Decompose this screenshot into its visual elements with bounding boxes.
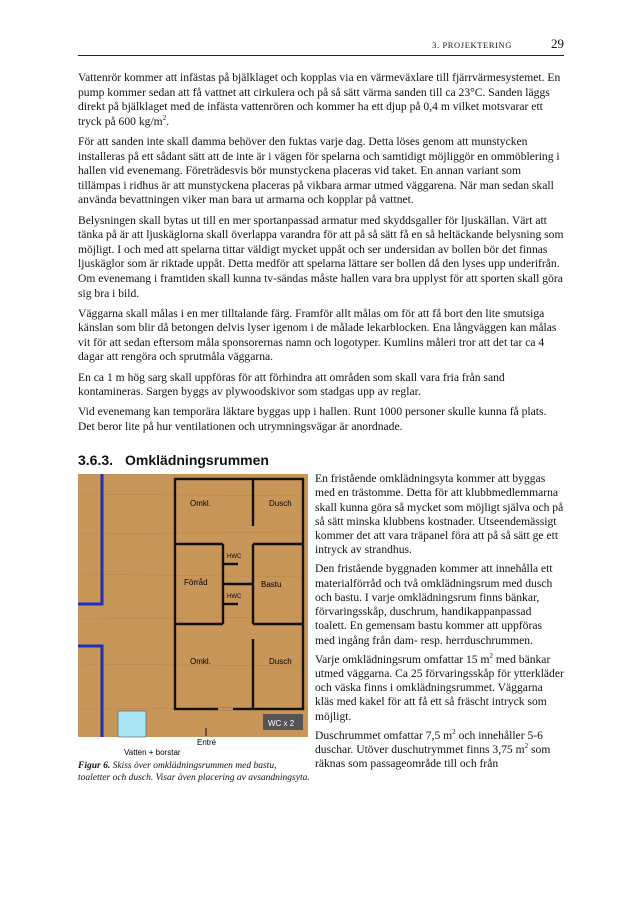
floor-plan-figure <box>78 474 310 792</box>
figure-caption: Figur 6. Skiss över omklädningsrummen med bastu, toaletter och dusch. Visar även placering av avsandningsyta. <box>78 761 310 783</box>
floor-plan-sketch <box>78 474 310 759</box>
room-label: Omkl. <box>190 657 211 666</box>
room-label: Omkl. <box>190 499 211 508</box>
paragraph: En ca 1 m hög sarg skall uppföras för att förhindra att områden som skall vara fria från sand kontamineras. Sargen byggs av plywoodskivor som stadgas upp av reglar. <box>78 370 505 399</box>
paragraph: En fristående omklädningsyta kommer att byggas med en trästomme. Detta för att klubbmedlemmarna skall kunna göra så mycket som möjligt själva och på så sätt minska klubbens kostnader. Utseendemässigt kommer det att vara träpanel föra att på så sätt ge ett intryck av strandhus. <box>315 472 564 557</box>
page-number: 29 <box>551 36 564 51</box>
paragraph: Vattenrör kommer att infästas på bjälklaget och kopplas via en värmeväxlare till fjärrvärmesystemet. En pump kommer sedan att få vattnet att cirkulera och på så sätt värma sanden till ca 23°C. Sanden läggs direkt på bjälklaget med de infästa vattenrören och kommer ha ett djup på 0,4 m vilket motsvarar ett tryck på 600 $kg/m^2$. <box>78 71 561 128</box>
chapter-title: 3. PROJEKTERING <box>432 40 512 50</box>
room-label: Förråd <box>184 578 208 587</box>
paragraph: Duschrummet omfattar 7,5 $m^2$ och innehåller 5-6 duschar. Utöver duschutrymmet finns 3,75 $m^2$ som räknas som passageområde till och från <box>315 727 551 771</box>
page-header <box>78 38 564 54</box>
header-rule <box>78 55 564 56</box>
paragraph: Vid evenemang kan temporära läktare byggas upp i hallen. Runt 1000 personer skulle kunna få plats. Det beror lite på hur ventilationen och utrymningsvägar är anordnade. <box>78 405 547 434</box>
paragraph: Väggarna skall målas i en mer tilltalande färg. Framför allt målas om för att få bort den lite smutsiga känslan som blir då betongen delvis lyser igenom i de målade lekarblocken. Ena långväggen kan målas vit för att sedan eftersom måla sponsorernas namn och logotyper. Kumlins måleri tror att det tar ca 4 dagar att rengöra och sprutmåla väggarna. <box>78 306 557 364</box>
wood-floor <box>78 474 308 737</box>
body-text <box>78 71 564 440</box>
section-heading: 3.6.3. Omklädningsrummen <box>78 452 269 468</box>
room-label: HWC <box>227 594 242 600</box>
right-column-text <box>315 472 564 776</box>
room-label: Bastu <box>261 580 282 589</box>
entrance-label: Entré <box>197 738 217 747</box>
room-label: Dusch <box>269 499 292 508</box>
paragraph: Belysningen skall bytas ut till en mer sportanpassad armatur med skyddsgaller för ljuskällan. Värt att tänka på är att ljuskäglorna skall överlappa varandra för att på så sätt få en så heltäckande belysning som möjligt. I och med att spelarna tittar väldigt mycket uppåt och ser undersidan av bollen bör det finnas ljuskäglor som är riktade uppåt. Detta medför att spelarna lättare ser bollen då den lyses upp underifrån. Om evenemang i framtiden skall kunna tv-sändas måste hallen vara bra upplyst för att sporten skall göra sig bra i bild. <box>78 213 564 300</box>
paragraph: Den fristående byggnaden kommer att innehålla ett materialförråd och två omklädningsrum med dusch och bastu. I varje omklädningsrum finns bänkar, förvaringsskåp, duschrum, handikappanpassad toalett. En gemensam bastu kommer att uppföras med ingång från dam- resp. herrduschrummen. <box>315 562 553 647</box>
sand-removal-area <box>118 711 146 737</box>
sand-removal-label: Vatten + borstar <box>124 748 181 757</box>
wc-label: WC x 2 <box>268 719 295 728</box>
paragraph: För att sanden inte skall damma behöver den fuktas varje dag. Detta löses genom att munstycken installeras på ett sådant sätt att de inte är i vägen för spelarna och samtidigt möjliggör en ommöblering i hallen vid evenemang. Företrädesvis bör munstyckena placeras vid taket. En annan variant som tillämpas i ridhus är att munstyckena placeras på vikbara armar utmed väggarena. När man sedan skall använda bevattningen viker man bara ut armarna och kopplar på vattnet. <box>78 134 560 207</box>
room-label: HWC <box>227 554 242 560</box>
paragraph: Varje omklädningsrum omfattar 15 $m^2$ med bänkar utmed väggarna. Ca 25 förvaringsskåp för ytterkläder och väska finns i omklädningsrummet. Väggarna kläs med kakel för att få ett så fräscht intryck som möjligt. <box>315 651 564 723</box>
room-label: Dusch <box>269 657 292 666</box>
